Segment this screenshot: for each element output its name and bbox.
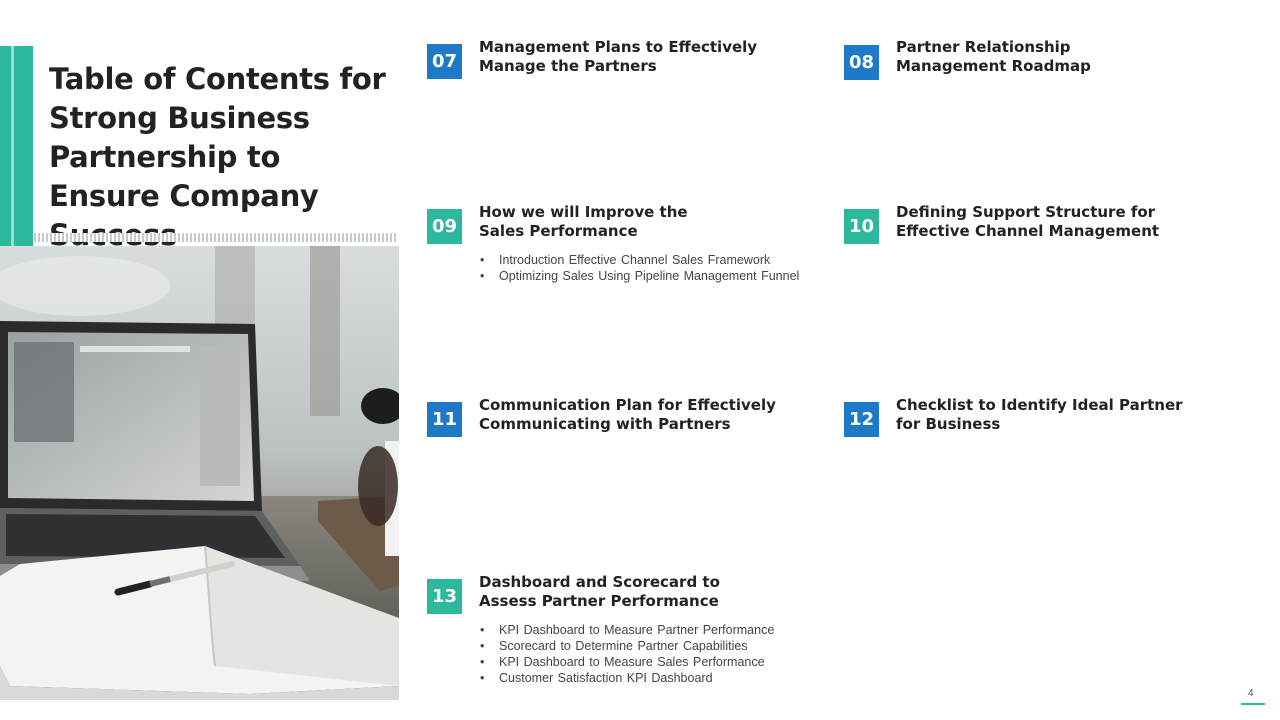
section-number-07: 07 <box>427 44 462 79</box>
page-number-underline <box>1241 703 1265 705</box>
subitem[interactable]: • Introduction Effective Channel Sales Framework <box>480 252 840 268</box>
subitem[interactable]: • Optimizing Sales Using Pipeline Management Funnel <box>480 268 840 284</box>
section-number-09: 09 <box>427 209 462 244</box>
subitem[interactable]: • Customer Satisfaction KPI Dashboard <box>480 670 840 686</box>
hatch-divider <box>34 233 398 242</box>
section-number-11: 11 <box>427 402 462 437</box>
section-number-12: 12 <box>844 402 879 437</box>
section-title-07[interactable]: Management Plans to Effectively Manage the Partners <box>479 38 758 75</box>
section-13-subitems <box>480 622 840 686</box>
section-title-10[interactable]: Defining Support Structure for Effective Channel Management <box>896 203 1160 240</box>
section-09-subitems <box>480 252 840 284</box>
subitem[interactable]: • KPI Dashboard to Measure Partner Performance <box>480 622 840 638</box>
section-title-11[interactable]: Communication Plan for Effectively Communicating with Partners <box>479 396 776 433</box>
subitem[interactable]: • KPI Dashboard to Measure Sales Performance <box>480 654 840 670</box>
section-number-10: 10 <box>844 209 879 244</box>
section-title-09[interactable]: How we will Improve the Sales Performance <box>479 203 688 240</box>
laptop-notebook-pen-photo <box>0 246 399 700</box>
section-number-08: 08 <box>844 45 879 80</box>
section-title-08[interactable]: Partner Relationship Management Roadmap <box>896 38 1091 75</box>
section-number-13: 13 <box>427 579 462 614</box>
section-title-13[interactable]: Dashboard and Scorecard to Assess Partner Performance <box>479 573 720 610</box>
page-title: Table of Contents for Strong Business Partnership to Ensure Company <box>49 62 386 213</box>
page-number: 4 <box>1248 688 1254 699</box>
section-title-12[interactable]: Checklist to Identify Ideal Partner for Business <box>896 396 1183 433</box>
subitem[interactable]: • Scorecard to Determine Partner Capabilities <box>480 638 840 654</box>
